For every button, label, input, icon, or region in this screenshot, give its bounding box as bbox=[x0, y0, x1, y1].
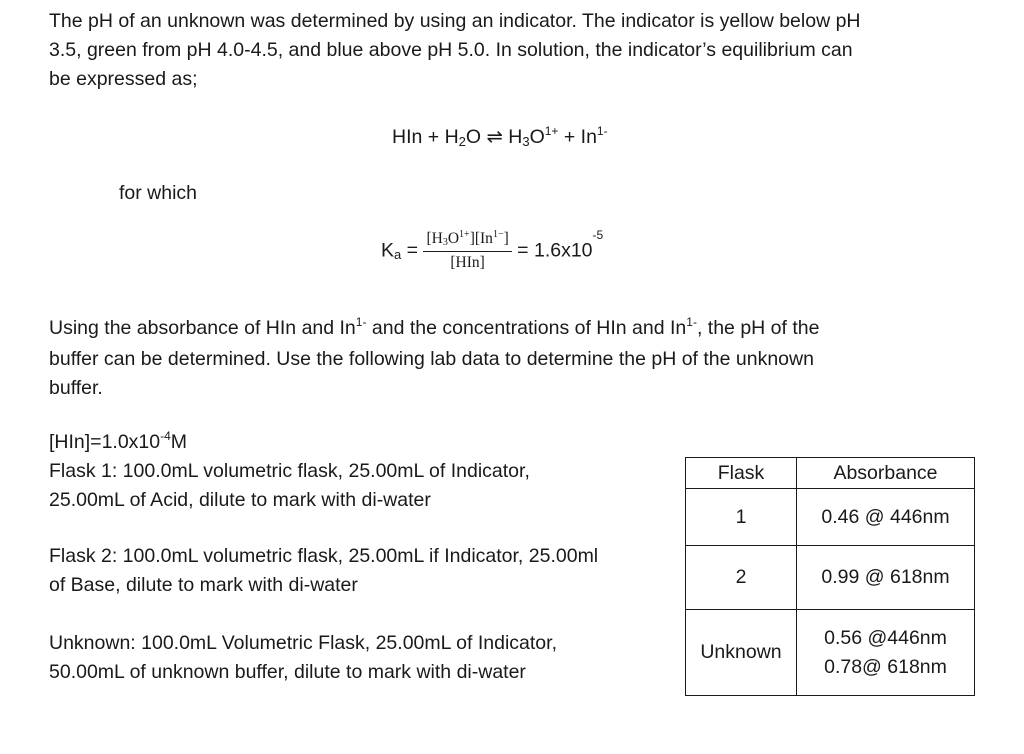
table-cell-flask: 2 bbox=[686, 546, 797, 610]
eq-hin: HIn + H bbox=[392, 126, 459, 148]
eq-h3-subscript: 3 bbox=[522, 134, 530, 149]
intro-line-3: be expressed as; bbox=[49, 68, 198, 90]
table-row bbox=[686, 489, 975, 546]
table-cell-flask: Unknown bbox=[686, 610, 797, 696]
flask-1-description: Flask 1: 100.0mL volumetric flask, 25.00mL of Indicator, 25.00mL of Acid, dilute to mark with di-water bbox=[49, 460, 530, 511]
ka-exponent: -5 bbox=[592, 228, 604, 242]
for-which-label: for which bbox=[119, 182, 198, 204]
equilibrium-equation bbox=[392, 123, 608, 154]
eq-o-2: O bbox=[529, 126, 545, 148]
instructions-paragraph bbox=[49, 314, 819, 403]
ka-value: = 1.6x10 bbox=[511, 239, 593, 262]
eq-in: + In bbox=[558, 126, 597, 148]
absorbance-table bbox=[685, 457, 975, 696]
table-cell-absorbance: 0.46 @ 446nm bbox=[797, 489, 975, 546]
eq-h2o-subscript: 2 bbox=[458, 134, 466, 149]
absorbance-line-1: 0.56 @446nm bbox=[824, 626, 947, 649]
flask-2-description: Flask 2: 100.0mL volumetric flask, 25.00mL if Indicator, 25.00ml of Base, dilute to mark with di-water bbox=[49, 545, 599, 596]
ka-denominator: [HIn] bbox=[450, 254, 485, 271]
table-cell-absorbance bbox=[797, 610, 975, 696]
ka-expression bbox=[381, 230, 603, 272]
table-cell-flask: 1 bbox=[686, 489, 797, 546]
table-header-flask: Flask bbox=[686, 458, 797, 489]
eq-o: O bbox=[465, 126, 487, 148]
ka-equals: = bbox=[401, 239, 424, 262]
conc-exponent: -4 bbox=[160, 429, 171, 443]
table-row bbox=[686, 610, 975, 696]
eq-minus-charge: 1- bbox=[596, 124, 608, 138]
unknown-description: Unknown: 100.0mL Volumetric Flask, 25.00mL of Indicator, 50.00mL of unknown buffer, dilute to mark with di-water bbox=[49, 632, 557, 683]
ka-fraction bbox=[423, 230, 511, 272]
eq-h3: H bbox=[502, 126, 523, 148]
absorbance-line-2: 0.78@ 618nm bbox=[824, 655, 947, 678]
table-header-absorbance: Absorbance bbox=[797, 458, 975, 489]
hin-concentration: $[HIn]=1.0x10^{-4}M$ bbox=[49, 429, 188, 453]
intro-line-2: 3.5, green from pH 4.0-4.5, and blue above pH 5.0. In solution, the indicator’s equilibrium can bbox=[49, 39, 853, 61]
table-row bbox=[686, 546, 975, 610]
eq-plus-charge: 1+ bbox=[544, 124, 559, 138]
instructions-line-2: buffer can be determined. Use the following lab data to determine the pH of the unknown bbox=[49, 348, 814, 370]
ka-numerator: $[H_3O^{1+}][In^{1-}]$ bbox=[423, 230, 511, 252]
instructions-line-3: buffer. bbox=[49, 377, 103, 399]
ka-subscript: a bbox=[394, 246, 402, 262]
table-cell-absorbance: 0.99 @ 618nm bbox=[797, 546, 975, 610]
intro-line-1: The pH of an unknown was determined by using an indicator. The indicator is yellow below pH bbox=[49, 10, 861, 32]
intro-paragraph bbox=[49, 7, 861, 94]
instructions-line-1: Using the absorbance of HIn and $In^{1-}$ and the concentrations of HIn and $In^{1-}$, the pH of the bbox=[49, 315, 820, 339]
equilibrium-arrow-icon: ⇌ bbox=[486, 126, 503, 148]
table-header-row bbox=[686, 458, 975, 489]
ka-symbol: K bbox=[381, 239, 395, 262]
